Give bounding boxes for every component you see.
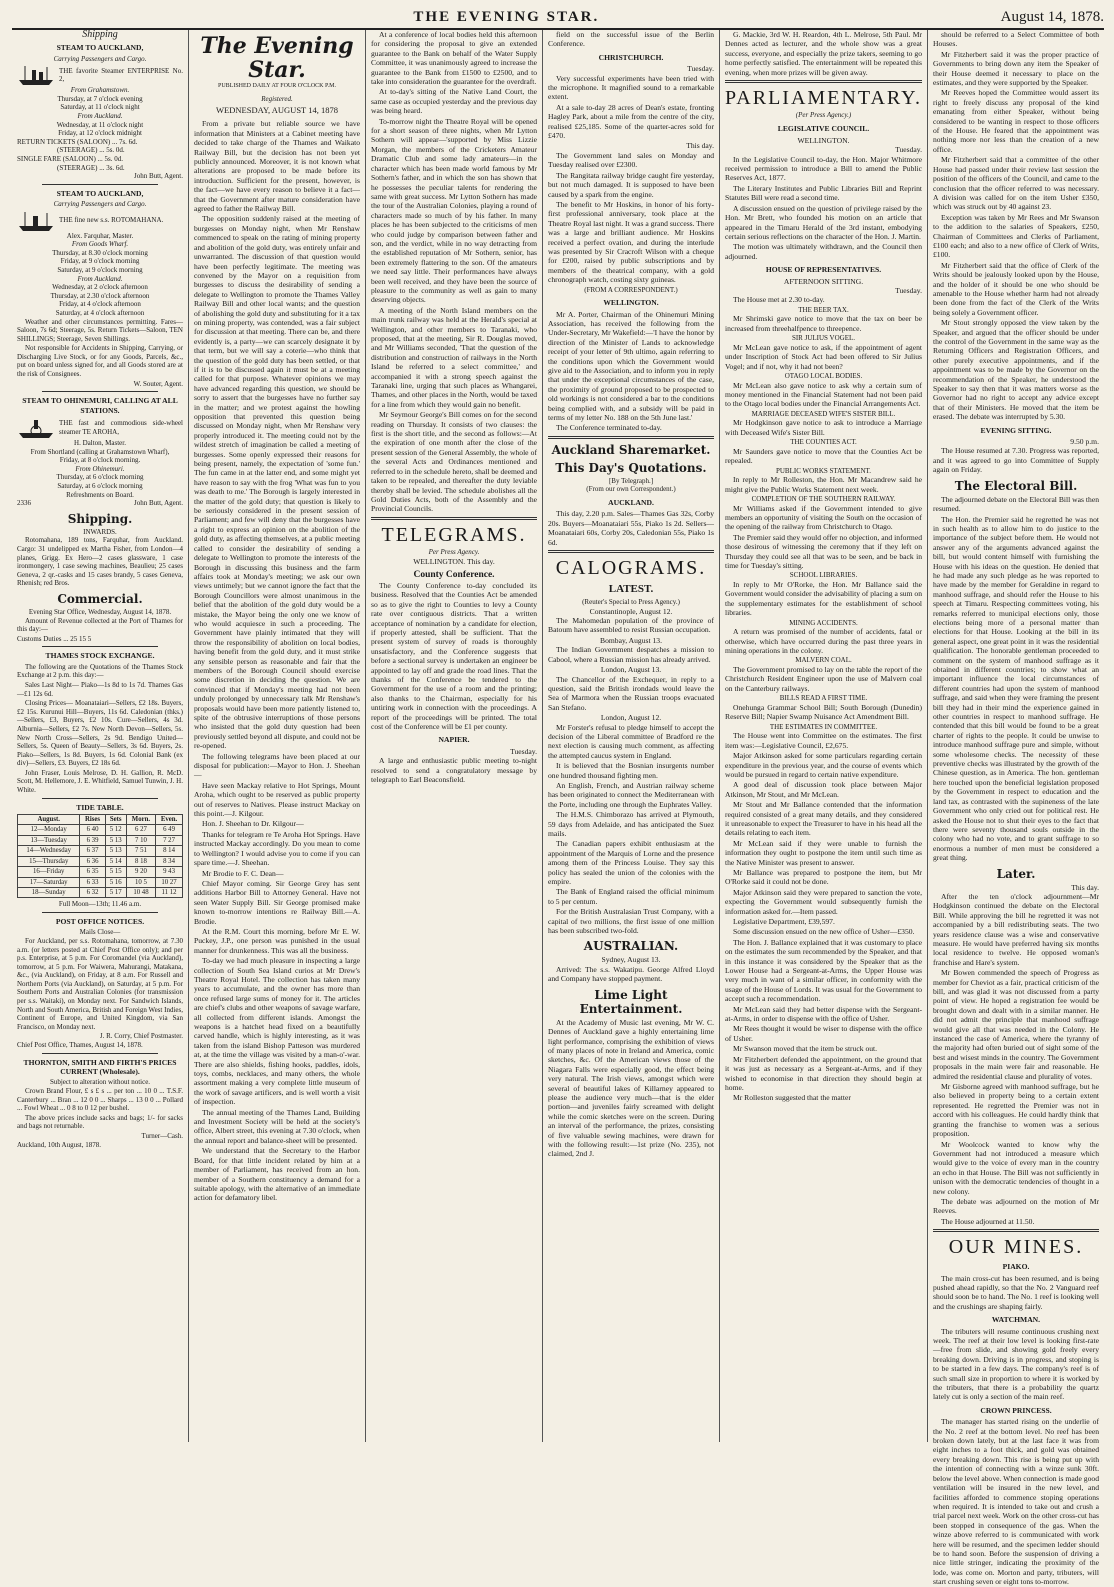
agent-line: W. Souter, Agent.: [133, 379, 183, 388]
schedule-from: From Grahamstown.: [70, 86, 130, 95]
news-paragraph: The motion was ultimately withdrawn, and the Council then adjourned.: [725, 242, 922, 261]
news-paragraph: Mr Fitzherbert said it was the proper practice of Governments to bring down any item the Speaker of their House deemed it necessary to place on the estimates, and they were supported by the Speaker.: [933, 49, 1099, 88]
tide-cell: 5 13: [105, 846, 126, 856]
brokers-list: John Fraser, Louis Melrose, D. H. Gallion, R. McD. Scott, M. Hellemore, J. E. Whitfield, Samuel Tunwin, J. H. White.: [17, 768, 183, 795]
commercial-text: Amount of Revenue collected at the Port of Thames for this day:—: [17, 616, 183, 634]
divider: [42, 912, 158, 913]
news-paragraph: The Mahomedan population of the province of Batoum have assembled to resist Russian occupation.: [548, 616, 714, 635]
mine-heading: CROWN PRINCESS.: [980, 1405, 1052, 1415]
inwards-text: Rotomahana, 189 tons, Farquhar, from Auckland. Cargo: 31 undelipped ex Martha Fisher, from London—4 planes, Grigg. Ex Hero—2 cases glassware, 1 case ironmongery, 1 case sewing machines, Beaulieu; 25 cases Geneva, 2 qr.-casks and 15 cases brandy, 5 cases Geneva, Rhenish; red Bros.: [17, 536, 183, 588]
schedule-line: Saturday, at 9 o'clock morning: [57, 265, 143, 274]
news-paragraph: At to-day's sitting of the Native Land Court, the same case as occupied yesterday and the previous day was being heard.: [371, 87, 537, 116]
tide-row: [18, 825, 183, 835]
editorial-paragraph: To-day we had much pleasure in inspecting a large collection of South Sea Island curios at Mr Drew's Theatre Royal Hotel. The collection has taken many years to accumulate, and the owner has more than once refused large sums of money for it. The articles are chief's clubs and other weapons of savage warfare, all collected from different islands. Amongst the weapons is a hatchet head fixed on a beautifully carved handle, which is highly interesting, as it was taken from the island Bishop Patteson was murdered at, at the time the village was visited by a man-o'-war. There are also shields, fishing hooks, paddles, idols, toys, combs, necklaces, and many others, the whole assortment making a very complete little museum of the work of savage artificers, and is well worth a visit of inspection.: [194, 956, 360, 1107]
news-paragraph: The House met at 2.30 to-day.: [733, 295, 825, 305]
prices-note: The above prices include sacks and bags; 1/- for sacks and bags not returnable.: [17, 1113, 183, 1131]
agent-line: John Butt, Agent.: [133, 499, 183, 508]
tide-cell: 6 32: [80, 887, 105, 897]
tide-table: [17, 814, 183, 898]
schedule-line: Thursday, at 8.30 o'clock morning: [52, 248, 148, 257]
news-paragraph: After the ten o'clock adjournment—Mr Hodgkinson continued the debate on the Electoral Bill. While approving the bill he regretted it was not accompanied by a bill redistributing seats. The two years residence clause was a wise and conservative measure. He would have preferred having six months local residence to twelve. He opposed woman's franchise and Hare's system.: [933, 891, 1099, 967]
news-paragraph: The main cross-cut has been resumed, and is being pushed ahead rapidly, so that the No. 2 Vanguard reef should soon be to hand. The No. 1 reef is looking well and the crushings are shaping fairly.: [933, 1273, 1099, 1311]
quotations-title: This Day's Quotations.: [555, 460, 707, 475]
news-paragraph: To-morrow night the Theatre Royal will be opened for a short season of three nights, when Mr Lytton Sothern will appear—'supported by Miss Lizzie Morgan, the members of the Cricketers Amateur Dramatic Club and some lady amateurs—in the character which has been made world famous by Mr Sothern's father, and in which the son has shown that he possesses the peculiar talents for rendering the same with great success. Mr Lytton Sothern has made the tour of the Australian Colonies, playing a round of characters made so much of by his father. In many places he has been subjected to the criticisms of men who could judge by comparison between father and son, and the verdict, while in no way detracting from the established reputation of Mr Sothern, senior, has been extremely flattering to the son. Of the amateurs we need say little. Their performances have always been well received, and they have been the source of pleasure to the community as well as gain to many deserving objects.: [371, 116, 537, 305]
county-conference-title: County Conference.: [413, 569, 495, 580]
divider: [933, 1229, 1099, 1232]
by-telegraph: [By Telegraph.]: [608, 476, 654, 485]
tide-cell: 6 49: [156, 825, 183, 835]
news-paragraph: Very successful experiments have been tried with the microphone. It magnified sound to a remarkable extent.: [548, 73, 714, 102]
tide-cell: 5 13: [105, 835, 126, 845]
steamer-block: [17, 64, 183, 86]
column-3: [366, 30, 543, 1442]
napier-heading: NAPIER.: [438, 735, 470, 745]
news-paragraph: The Indian Government despatches a mission to Cabool, where a Russian mission has already arrived.: [548, 645, 714, 664]
news-paragraph: The House went into Committee on the estimates. The first item was:—Legislative Council, £2,675.: [725, 731, 922, 750]
tide-cell: 6 27: [126, 825, 155, 835]
subhead: MINING ACCIDENTS.: [789, 618, 858, 627]
editorial-paragraph: Thanks for telegram re Te Aroha Hot Springs. Have instructed Mackay accordingly. Do you mean to come to Wellington? I would advise you to come if you can spare time.—J. Sheehan.: [194, 829, 360, 868]
tide-cell: 12—Monday: [18, 825, 80, 835]
news-paragraph: Mr Bowen commended the speech of Progress as member for Cheviot as a fair, practical criticism of the bill, and was glad it was not discussed from a party point of view. He hoped a registration fee would be brought down and dealt with in a similar manner. He did not admit the principle that manhood suffrage would give all that was needed in the Colony. He instanced the case of America, where the tyranny of the majority had often buried out of sight some of the best and wisest minds in the country. The Government proposals in the main were fair and reasonable. He admired the residential clause and plurality of votes.: [933, 968, 1099, 1081]
fare-line: (STEERAGE) ... 3s. 6d.: [57, 163, 125, 172]
editorial-paragraph: The following telegrams have been placed at our disposal for publication:—Mayor to Hon. J. Sheehan—: [194, 751, 360, 780]
column-4: [543, 30, 720, 1442]
news-paragraph: Legislative Department, £39,597.: [733, 917, 835, 926]
news-paragraph: Mr Woolcock wanted to know why the Government had not introduced a measure which would give to the voice of every man in the country an echo in that House. The Bill was not sufficiently in unison with the democratic tendencies of thought in a new colony.: [933, 1139, 1099, 1196]
divider: [42, 646, 158, 647]
editorial-paragraph: Hon. J. Sheehan to Dr. Kilgour—: [202, 819, 304, 829]
editorial-paragraph: Have seen Mackay relative to Hot Springs, Mount Aroha, which ought to be reserved as public property out of reserves to Natives. Please instruct Mackay on this point.—J. Kilgour.: [194, 780, 360, 819]
schedule-line: Saturday, at 6 o'clock morning: [57, 482, 143, 491]
news-paragraph: The Chancellor of the Exchequer, in reply to a question, said the British irondads would leave the Sea of Marmora when the Russian troops evacuated San Stefano.: [548, 674, 714, 712]
master-line: Alex. Farquhar, Master.: [66, 231, 134, 240]
steamship-icon: [17, 210, 55, 232]
divider: [42, 184, 158, 185]
divider: [548, 436, 714, 439]
page-header: [12, 6, 1104, 30]
tide-cell: 10 5: [126, 877, 155, 887]
schedule-line: Friday, at 9 o'clock morning: [60, 257, 140, 266]
schedule-from: From Auckland.: [77, 274, 123, 283]
australian-title: AUSTRALIAN.: [583, 939, 679, 954]
news-paragraph: Mr Reeves hoped the Committee would assert its right to freely discuss any proposal of the kind emanating from either Speaker, without being considered to be wanting in respect to those officers of the House. He feared that the appointment was nothing more nor less than the creation of a new office.: [933, 88, 1099, 154]
fare-line: RETURN TICKETS (SALOON) ... 7s. 6d.: [17, 137, 138, 146]
dateline: Tuesday.: [687, 64, 714, 74]
christchurch-heading: CHRISTCHURCH.: [598, 52, 664, 62]
commercial-title: Commercial.: [57, 591, 143, 606]
our-mines-title: OUR MINES.: [948, 1236, 1084, 1259]
prices-terms: Turner—Cash.: [141, 1132, 183, 1140]
news-paragraph: Mr Gisborne agreed with manhood suffrage, but he also believed in property being to a certain extent represented. He regretted the Premier was not in accord with his colleagues. He could hardly think that granting the franchise to women was a serious proposition.: [933, 1082, 1099, 1139]
sitting-title: EVENING SITTING.: [980, 425, 1052, 435]
news-paragraph: The Premier said they would offer no objection, and informed those desirous of witnessing the ceremony that if they left on Thursday they could see all that was to be seen, and be back in time for Tuesday's sitting.: [725, 532, 922, 571]
ad-number: 2336: [17, 499, 31, 508]
registered-line: Registered.: [261, 95, 293, 104]
dateline: WELLINGTON. This day.: [413, 557, 495, 567]
steam-auckland-subtitle: Carrying Passengers and Cargo.: [53, 200, 147, 209]
divider: [725, 80, 922, 83]
news-paragraph: Mr Swanson moved that the item be struck out.: [733, 1044, 878, 1054]
tide-cell: 10 27: [156, 877, 183, 887]
news-paragraph: Mr Seymour George's Bill comes on for the second reading on Thursday. It consists of two clauses: the first is the short title, and the second as follows:—At the expiration of one month after the close of the present session of the General Assembly, the whole of the several Acts and Ordinances mentioned and referred to in the schedule hereto, shall be deemed and taken to be repealed, and thereafter the duty leviable thereby shall be levied. The schedule abolishes all the Gold Duties Acts, both of the Assembly and the Provincial Councils.: [371, 410, 537, 514]
news-paragraph: Mr Williams asked if the Government intended to give members an opportunity of visiting the South on the occasion of the opening of the railway from Christchurch to Otago.: [725, 503, 922, 532]
sitting-title: AFTERNOON SITTING.: [783, 276, 864, 286]
news-paragraph: The House adjourned at 11.50.: [941, 1216, 1035, 1226]
divider: [42, 1053, 158, 1054]
prices-current-title: THORNTON, SMITH AND FIRTH'S PRICES CURRENT (Wholesale).: [23, 1057, 177, 1077]
editorial-paragraph: At the R.M. Court this morning, before Mr E. W. Puckey, J.P., one person was punished in the usual manner for drunkenness. This was all the business.: [194, 926, 360, 955]
news-paragraph: Mr McLean said if they were unable to furnish the information they ought to postpone the item until such time as the Native Minister was present to answer.: [725, 838, 922, 867]
divider: [42, 391, 158, 392]
tide-cell: 6 35: [80, 867, 105, 877]
news-paragraph: A large and enthusiastic public meeting to-night resolved to send a congratulatory message by telegraph to Earl Beaconsfield.: [371, 756, 537, 785]
news-paragraph: It is believed that the Bosnian insurgents number one hundred thousand fighting men.: [548, 761, 714, 780]
schedule-line: Wednesday, at 2 o'clock afternoon: [52, 283, 148, 292]
shipping-section-title: Shipping.: [67, 511, 133, 526]
news-paragraph: In reply to Mr Rolleston, the Hon. Mr Macandrew said he might give the Public Works Statement next week.: [725, 475, 922, 494]
news-paragraph: The House resumed at 7.30. Progress was reported, and it was agreed to go into Committee of Supply again on Friday.: [933, 446, 1099, 475]
latest-title: LATEST.: [608, 583, 654, 596]
schedule-line: Thursday, at 6 o'clock morning: [56, 473, 144, 482]
tide-cell: 5 16: [105, 877, 126, 887]
dateline: Bombay, August 13.: [600, 635, 662, 645]
mine-heading: PIAKO.: [1002, 1262, 1030, 1272]
news-paragraph: Mr A. Porter, Chairman of the Ohinemuri Mining Association, has received the following from the Under-Secretary, Mr Wakefield:—'I have the honor by direction of the Minister of Lands to acknowledge receipt of your letter of 9th ultimo, again referring to the conditions upon which the Government would give aid to the Association, and to inform you in reply that under the exceptional circumstances of the case, the proximity of ground proposed to be prospected to old workings is not considered a bar to the conditions being complied with, and a subsidy will be paid in terms of my letter No. 188 on the 5th June last.': [548, 309, 714, 423]
steam-auckland-title: STEAM TO AUCKLAND,: [56, 43, 144, 53]
news-paragraph: The Rangitata railway bridge caught fire yesterday, but not much damaged. It is supposed to have been caused by a spark from the engine.: [548, 170, 714, 199]
dateline: Tuesday.: [895, 145, 922, 155]
master-line: H. Dalton, Master.: [74, 439, 126, 448]
schedule-from: From Shortland (calling at Grahamstown Wharf),: [30, 447, 170, 456]
news-paragraph: Mr McLean said they had better dispense with the Sergeant-at-Arms, in order to dispense with the office of Usher.: [725, 1004, 922, 1024]
editorial-paragraph: From a private but reliable source we have information that Ministers at a Cabinet meeting have decided to take charge of the Thames and Waikato Railway Bill, but the decision has not been yet publicly announced. Moreover, it is not known what alterations are proposed to be made before its introduction. Sufficient for the present, however, is the fact—we have every reason to believe it a fact—that the Government after mature consideration have agreed to father the Railway Bill.: [194, 119, 360, 214]
telegrams-subtitle: Per Press Agency.: [428, 547, 480, 556]
news-paragraph: The H.M.S. Chimborazo has arrived at Plymouth, 59 days from Adelaide, and has anticipated the Suez mails.: [548, 810, 714, 838]
news-paragraph: At the Academy of Music last evening, Mr W. C. Dennes of Auckland gave a highly entertaining lime light performance, comprising the exhibition of views of many places of note in Ireland and America, comic sketches, &c. Of the American views those of the Niagara Falls were especially good, the effect being very natural. The Irish views, amongst which were several of beautiful lakes of Killarney appeared to please the audience very much—that is the elder portion—and juveniles fairly screamed with delight while the comic sketches were on the screen. During an interval of the performance, the prizes, consisting of five valuable sewing machines, were drawn for with the following result:—1st prize (No. 235), not claimed, 2nd J.: [548, 1017, 714, 1159]
tide-header-row: [18, 815, 183, 825]
news-paragraph: Exception was taken by Mr Rees and Mr Swanson to the addition to the salaries of Speakers, £250, Chairman of Committees and Clerks of Parliament, £100 each; and also to a new office of Clerk of Writs, £100.: [933, 212, 1099, 260]
tide-cell: 9 43: [156, 867, 183, 877]
shipping-heading: Shipping: [82, 29, 118, 40]
evening-star-logo: [194, 34, 360, 91]
schedule-line: Wednesday, at 11 o'clock night: [56, 120, 144, 129]
full-moon: Full Moon—13th; 11.46 a.m.: [58, 900, 142, 909]
post-office-date: Chief Post Office, Thames, August 14, 1878.: [17, 1041, 143, 1050]
editorial-paragraph: The opposition suddenly raised at the meeting of burgesses on Monday night, when Mr Renshaw commenced to speak on the rating of mining property and abolition of the gold duty, was entirely unfair and unwarranted. The discussion of that question would have been perfectly legitimate. The meeting was convened by the Mayor on a requisition from burgesses to discuss the desirability of sending a delegate to Wellington to promote the Thames Valley Railway Bill and other local wants; and the question of abolishing the gold duty and substituting for it a tax on mining property, was contended, was a fair subject for discussion at that meeting. There can be, and there evidently is, a party—we can scarcely designate it by that term, but we will say a coterie—who think that the question of the gold duty has been settled, or that if it is to be discussed again it must be at a meeting called for that purpose. Whatever opinions we may have advanced regarding this question, we should be sorry to assert that the burgesses have no further say in the matter; and we protest against the howling opposition that prevented this question being discussed on Monday night, when Mr Renshaw very properly introduced it. The meeting could not by the wildest stretch of imagination be called a meeting of burgesses. Some openly expressed their reasons for being present, namely, the expectation of 'some fun.' The fun came in at the latter end, and some might yet have reason to say with the frog 'What was fun to you was death to me.' The Borough is largely interested in the matter of the gold duty; that question is likely to be seriously considered in the present session of Parliament; and few will deny that the burgesses have a right to express an opinion on the abolition of the gold duty, as affecting themselves, at a public meeting called to consider the desirability of sending a delegate to Wellington to promote the interests of the Borough in discussing this business and the farm affairs took at Monday's meeting; we ask our own views untimely; but we cannot ignore the fact that the Borough Councillors were almost unanimous in the belief that the abolition of the gold duty would be a mistake, the Mayor being the only one we know of who would acquiesce in such a proceeding. The Government have plainly intimated that they will throw the responsibility of abolition on local bodies, having benefit from the gold duty, and it must strike any sensible person as reasonable and fair that the members of the Borough Council should exercise some discretion in deciding the question. We are convinced that if Monday's meeting had not been unduly prolonged by unnecessary talk Mr Renshaw's proposals would have been more patiently listened to, spite of the obtrusive interruptions of those persons who insisted that the gold duty question had been previously settled beyond all dispute, and could not be re-opened.: [194, 214, 360, 751]
tide-cell: 6 33: [80, 877, 105, 887]
house-title: HOUSE OF REPRESENTATIVES.: [765, 265, 882, 275]
tide-column-header: Sets: [105, 815, 126, 825]
auckland-heading: AUCKLAND.: [608, 498, 654, 508]
news-paragraph: In reply to Mr O'Rorke, the Hon. Mr Ballance said the Government would consider the advisability of placing a sum on the supplementary estimates for the establishment of school libraries.: [725, 580, 922, 618]
tide-column-header: Morn.: [126, 815, 155, 825]
tide-cell: 5 17: [105, 887, 126, 897]
schedule-line: Thursday, at 7 o'clock evening: [57, 94, 143, 103]
tide-cell: 17—Saturday: [18, 877, 80, 887]
editorial-paragraph: Mr Brodie to F. C. Dean—: [202, 868, 284, 878]
news-paragraph: This day, 2.20 p.m. Sales—Thames Gas 32s, Corby 20s. Buyers—Moanataiari 55s, Piako 1s 2d. Sellers—Moanataiari 60s, Corby 20s, Caledonian 55s, Piako 1s 6d.: [548, 509, 714, 547]
customs-line: Customs Duties ... 25 15 5: [17, 634, 92, 643]
news-paragraph: Mr McLean also gave notice to ask why a certain sum of money mentioned in the Financial Statement had not been paid to the Otago local bodies under the Financial Arrangements Act.: [725, 380, 922, 409]
later-title: Later.: [996, 866, 1036, 881]
tide-cell: 10 48: [126, 887, 155, 897]
dateline: This day.: [1071, 882, 1099, 892]
news-paragraph: A discussion ensued on the question of privilege raised by the Hon. Mr Brett, who founded his motion on an article that appeared in the Timaru Herald of the 3rd instant, embodying certain serious reflections on the character of the Hon. J. Martin.: [725, 203, 922, 241]
limelight-title: Lime Light Entertainment.: [579, 987, 683, 1016]
telegrams-title: TELEGRAMS.: [381, 523, 527, 546]
dateline: Tuesday.: [510, 746, 537, 756]
news-paragraph: Mr Forster's refusal to pledge himself to accept the decision of the Liberal committee of Bradford re the next election is causing much comment, as affecting the attempted caucus system in England.: [548, 722, 714, 760]
news-paragraph: Onehunga Grammar School Bill; South Borough (Dunedin) Reserve Bill; Napier Swamp Nuisance Act Amendment Bill.: [725, 702, 922, 722]
paper-date: August 14, 1878.: [1000, 9, 1104, 25]
news-paragraph: The manager has started rising on the underlie of the No. 2 reef at the bottom level. No reef has been broken down lately, but at the last face it was from eight inches to a foot thick, and gold was obtained every breaking down. This rise is being put up with the intention of connecting with a winze sunk 30ft. below the level above. When connection is made good ventilation will be insured in the new level, and facilities afforded to commence stoping operations when required. It is intended to take out and crush a trial parcel next week. Work on the other cross-cut has been stopped in consequence of the gas. When the winze above referred to is communicated with work here will be resumed, and the specimen ledder should be to hand soon. Before the suspension of driving a nice little stringer, indicating the proximity of the lode, was come on. Morton and party, tributers, will start crushing seven or eight tons to-morrow.: [933, 1417, 1099, 1587]
editorial-dateline: WEDNESDAY, AUGUST 14, 1878: [216, 105, 338, 115]
news-paragraph: Some discussion ensued on the new office of Usher—£350.: [733, 927, 915, 937]
editorial-paragraph: We understand that the Secretary to the Harbor Board, for that little incident related by him at a member of Parliament, has received from an hon. member of a Southern constituency a demand for a suitable apology, with the alternative of an immediate action for defamatory libel.: [194, 1146, 360, 1203]
tide-column-header: Even.: [156, 815, 183, 825]
sharemarket-title: Auckland Sharemarket.: [551, 442, 711, 457]
subhead: THE ESTIMATES IN COMMITTEE.: [769, 722, 878, 731]
schedule-from: From Auckland.: [77, 112, 123, 120]
news-paragraph: At a sale to-day 28 acres of Dean's estate, fronting Hagley Park, about a mile from the centre of the city, realised £25,185. Some of the quarter-acres sold for £470.: [548, 102, 714, 141]
schedule-from: From Goods Wharf.: [71, 240, 129, 249]
news-paragraph: An English, French, and Austrian railway scheme has been originated to connect the Mediterranean with the Porte, including one through the Euphrates Valley.: [548, 780, 714, 809]
schedule-line: Saturday, at 11 o'clock night: [60, 103, 140, 112]
divider: [548, 550, 714, 553]
steamer-name: THE favorite Steamer ENTERPRISE No. 2,: [59, 66, 183, 84]
steamship-icon: [17, 64, 55, 86]
news-paragraph: A return was promised of the number of accidents, fatal or otherwise, which have occurred during the past three years in mining operations in the colony.: [725, 627, 922, 656]
steam-auckland-subtitle: Carrying Passengers and Cargo.: [53, 54, 147, 63]
tide-cell: 6 39: [80, 835, 105, 845]
wellington-heading: WELLINGTON.: [603, 298, 659, 308]
steamer-name: THE fine new s.s. ROTOMAHANA.: [59, 216, 164, 225]
news-paragraph: The Hon. the Premier said he regretted he was not in such health as to allow him to do justice to the importance of the subject before them. He would not answer any of the arguments advanced against the bill, but would content himself with furnishing the House with his ideas on the question. He denied that he had made any such pledge as he was reported to have made by the member for Geraldine in regard to manhood suffrage, and should refer the House to his speech at Timaru. Respecting committees voting, his remarks referred to municipal elections only, those elections being more of a personal matter than elections for that House. Looking at the bill in its general aspect, one great point in it was the residential qualification. The honorable gentleman proceeded to comment on the system of manhood suffrage as it obtained in different countries; to show what an important influence the local circumstances of different countries had upon the system of manhood suffrage, and said when they were framing the present bill they had in their mind the experience gained in other countries in respect to manhood suffrage. He contended that this bill would be found to be a great charter of rights to the people. It could be unwise to introduce manhood suffrage pure and simple, without some wholesome checks. The necessity of these preventive checks was illustrated by the growth of the Chinese question, as in America. The hon. gentleman here touched upon the beneficial legislation proposed by the Government in respect to education and the land tax, as contrasted with the supineness of the late Government who only cried out for political rest. He asked the House not to shut their eyes to the fact that there were seventy thousand souls outside in the colony who had no vote, and to grant suffrage to so enormous a number of men must be considered a great thing.: [933, 514, 1099, 863]
mine-heading: WATCHMAN.: [991, 1315, 1041, 1325]
subhead: THE BEER TAX.: [798, 305, 849, 314]
column-2: [189, 30, 366, 1442]
tide-cell: 7 27: [156, 835, 183, 845]
news-paragraph: The Hon. J. Ballance explained that it was customary to place on the estimates the sum recommended by the Speaker, and that in this instance it was considered by the Speaker that as the Lower House had a Sergeant-at-Arms, the Upper House was very much in want of a similar officer, in conformity with the usage of the House of Lords. It was usual for the Government to accept such a recommendation.: [725, 937, 922, 1004]
steamer-block: [17, 210, 183, 232]
tide-cell: 7 10: [126, 835, 155, 845]
subhead: COMPLETION OF THE SOUTHERN RAILWAY.: [751, 495, 896, 503]
dateline: Sydney, August 13.: [601, 955, 661, 965]
tide-cell: 8 14: [156, 846, 183, 856]
subhead: MALVERN COAL.: [795, 656, 852, 665]
editorial-paragraph: The annual meeting of the Thames Land, Building and Investment Society will be held at the society's office, Albert street, this evening at 7.30 o'clock, when the annual report and balance-sheet will be presented.: [194, 1107, 360, 1145]
schedule-line: Friday, at 12 o'clock midnight: [58, 129, 142, 138]
correspondent-line: (FROM A CORRESPONDENT.): [584, 285, 678, 294]
dateline: This day.: [686, 141, 714, 151]
tide-row: [18, 856, 183, 866]
logo-subtitle: PUBLISHED DAILY AT FOUR O'CLOCK P.M.: [218, 83, 336, 89]
ohinemuri-title: STEAM TO OHINEMURI, CALLING AT ALL STATIONS.: [22, 396, 178, 415]
dateline: Constantinople, August 12.: [589, 606, 673, 616]
tide-cell: 7 51: [126, 846, 155, 856]
tide-cell: 8 34: [156, 856, 183, 866]
news-paragraph: Mr Saunders gave notice to move that the Counties Act be repealed.: [725, 446, 922, 466]
fares-note: Weather and other circumstances permitting. Fares—Saloon, 7s 6d; Steerage, 5s. Return Tickets—Saloon, TEN SHILLINGS; Steerage, Seven Shillings.: [17, 317, 183, 343]
own-correspondent: (From our own Correspondent.): [586, 485, 676, 494]
news-paragraph: A meeting of the North Island members on the main trunk railway was held at the Herald's special at Wellington, and other members to Taranaki, who proposed, that at the meeting, Sir R. Douglas moved, and Mr Williams seconded, 'That the question of the distribution and construction of railways in the North Island be referred to a select committee,' and accompanied it with a strong speech against the Taranaki line, urging that such places as Whangarei, Thames, and other places in the North, would be taxed for a line from which they would gain no benefit.: [371, 305, 537, 409]
news-paragraph: Mr Rolleston suggested that the matter: [733, 1093, 851, 1103]
schedule-line: Saturday, at 4 o'clock afternoon: [55, 308, 145, 317]
divider: [371, 517, 537, 520]
subhead: MARRIAGE DECEASED WIFE'S SISTER BILL.: [751, 409, 896, 418]
prices-subtitle: Subject to alteration without notice.: [49, 1078, 151, 1087]
news-paragraph: Mr Stout and Mr Ballance contended that the information required consisted of a great many details, and they considered it unreasonable to expect the Treasurer to have in his head all the details relating to each item.: [725, 800, 922, 838]
schedule-line: Friday, at 8 o'clock morning.: [59, 456, 141, 465]
postmaster: J. R. Corry, Chief Postmaster.: [99, 1032, 183, 1041]
sales-last-night: Sales Last Night— Piako—1s 8d to 1s 7d. Thames Gas—£1 12s 6d.: [17, 680, 183, 698]
news-paragraph: The adjourned debate on the Electoral Bill was then resumed.: [933, 494, 1099, 514]
news-paragraph: The benefit to Mr Hoskins, in honor of his forty-first professional anniversary, took place at the Theatre Royal last night. It was a grand success. There was a large and brilliant audience. Mr Hoskins received a perfect ovation, and during the interlude was presented by Sir Cracroft Wilson with a cheque for £200, raised by public subscriptions and by members of the theatrical company, with a gold chronograph watch, costing sixty guineas.: [548, 199, 714, 285]
news-paragraph: Mr Ballance was prepared to postpone the item, but Mr O'Rorke said it could not be done.: [725, 867, 922, 887]
tide-cell: 15—Thursday: [18, 856, 80, 866]
post-office-text: For Auckland, per s.s. Rotomahana, tomorrow, at 7.30 a.m. (or letters posted at Chief Post Office only); and per p.s. Enterprise, at 5 p.m. For Coromandel (via Auckland), tomorrow, at 5 p.m. For Waiwera, Mahurangi, Matakana, &c., (via Auckland), on Friday, at 8 a.m. For Russell and Northern Ports (via Auckland), on Saturday, at 5 p.m. For Southern Ports and Australian Colonies (for transmission per s.s. Waitaki), on Monday next. For Sandwich Islands, North and South America, British and Foreign West Indies, Continent of Europe, and United Kingdom, via San Francisco, on Monday next.: [17, 936, 183, 1031]
news-paragraph: Mr Hodgkinson gave notice to ask to introduce a Marriage with Deceased Wife's Sister Bill.: [725, 418, 922, 437]
news-paragraph: Major Atkinson asked for some particulars regarding certain expenditure in the previous year, and the course of events which would be pursued in regard to certain native expenditure.: [725, 751, 922, 779]
calograms-title: CALOGRAMS.: [555, 557, 707, 580]
subhead: SCHOOL LIBRARIES.: [789, 571, 858, 580]
dateline: London, August 13.: [600, 665, 662, 675]
news-paragraph: Mr Fitzherbert said that the office of Clerk of the Writs should be jealously looked upon by the House, and the holder of it should be one who should be amenable to the House whether harm had not already been done from the fact of the Clerk of the Writs being solely a Government officer.: [933, 260, 1099, 317]
news-paragraph: field on the successful issue of the Berlin Conference.: [548, 30, 714, 49]
tide-cell: 5 14: [105, 856, 126, 866]
parliamentary-title: PARLIAMENTARY.: [725, 87, 922, 110]
dateline: 9.50 p.m.: [1070, 437, 1099, 447]
tide-column-header: August.: [18, 815, 80, 825]
news-paragraph: At a conference of local bodies held this afternoon for considering the proposal to give an extended guarantee to the Bank on behalf of the Water Supply Committee, it was unanimously agreed to increase the guarantee to the Bank from £1500 to £2500, and to take into consideration the guarantee for the overdraft.: [371, 30, 537, 87]
news-paragraph: The County Conference to-day concluded its business. Resolved that the Counties Act be amended so as to give the right to Counties to levy a County rate over contiguous districts. That a written acceptance of nomination by a candidate for election, if properly attested, shall be sufficient. That the present system of survey of roads is thoroughly unsatisfactory, and the Conference suggests that before a sectional survey is undertaken an engineer be appointed to lay off and grade the road lines. That the thanks of the Conference be tendered to the Government for the use of a room and the printing; also thanks to the Chairman, especially for his untiring work in connection with the proceedings. A report of the proceedings will be printed. The total cost of the Conference will be £1 per county.: [371, 580, 537, 732]
steam-auckland-title: STEAM TO AUCKLAND,: [56, 188, 144, 198]
subhead: SIR JULIUS VOGEL.: [791, 334, 856, 343]
divider: [42, 798, 158, 799]
tide-row: [18, 887, 183, 897]
tide-cell: 14—Wednesday: [18, 846, 80, 856]
tide-body: [18, 825, 183, 898]
news-paragraph: Mr Fitzherbert said that a committee of the other House had passed under their review last session the position of the officers of the Council, and came to the conclusion that the officer referred to was necessary. A division was called for on the item Usher £350, which was struck out by 40 against 23.: [933, 155, 1099, 212]
news-paragraph: A good deal of discussion took place between Major Atkinson, Mr Stout, and Mr McLean.: [725, 780, 922, 799]
news-paragraph: The Government promised to lay on the table the report of the Christchurch Resident Engineer upon the use of Malvern coal on the Canterbury railways.: [725, 665, 922, 693]
electoral-bill-title: The Electoral Bill.: [954, 478, 1078, 493]
tide-row: [18, 867, 183, 877]
agent-row: [17, 499, 183, 508]
mails-close: Mails Close—: [79, 928, 121, 937]
tide-row: [18, 835, 183, 845]
commercial-dateline: Evening Star Office, Wednesday, August 14, 1878.: [28, 607, 172, 616]
exchange-text: The following are the Quotations of the Thames Stock Exchange at 2 p.m. this day:—: [17, 662, 183, 680]
tide-cell: 13—Tuesday: [18, 835, 80, 845]
refreshments-line: Refreshments on Board.: [66, 490, 134, 499]
tide-column-header: Rises: [80, 815, 105, 825]
news-paragraph: Mr Shrimski gave notice to move that the tax on beer be increased from threehalfpence to threepence.: [725, 314, 922, 333]
fare-line: (STEERAGE) ... 5s. 0d.: [57, 146, 125, 155]
prices-text: Crown Brand Flour, £ s £ s ... per ton ... 10 0 ... T.S.F. Canterbury ... Bran ... 12 0 0 ... Sharps ... 13 0 0 ... Pollard ... Fowl Wheat ... 0 8 to 0 12 per bushel.: [17, 1087, 183, 1113]
tide-cell: 11 12: [156, 887, 183, 897]
tide-cell: 18—Sunday: [18, 887, 80, 897]
per-press: (Per Press Agency.): [795, 111, 852, 120]
dateline: WELLINGTON.: [797, 135, 850, 145]
news-paragraph: The Conference terminated to-day.: [556, 423, 662, 433]
subhead: THE COUNTIES ACT.: [790, 438, 857, 447]
fare-line: SINGLE FARE (SALOON) ... 5s. 0d.: [17, 154, 124, 163]
tide-cell: 9 20: [126, 867, 155, 877]
reuter-line: (Reuter's Special to Press Agency.): [582, 598, 680, 607]
news-paragraph: The debate was adjourned on the motion of Mr Reeves.: [933, 1196, 1099, 1216]
closing-prices: Closing Prices— Moanataiari—Sellers, £2 18s. Buyers, £2 15s. Kurunui Hill—Buyers, 11s 6d. Caledonian (thks.)—Sellers, £3, Buyers, £2 10s. Cure—Sellers, 4s 3d. Alburnia—Sellers, £2 7s. New North Devon—Sellers, 5s. New North Cross—Sellers, 2s 9d. Bendigo United—Sellers, 5s. Queen of Beauty—Sellers, 3s 6d. Buyers, 2s. Piako—Sellers, 1s 8d. Buyers, 1s 6d. Colonial Bank (ex div)—Sellers, £3. Buyers, £2 18s 6d.: [17, 699, 183, 768]
news-paragraph: In the Legislative Council to-day, the Hon. Major Whitmore received permission to introduce a Bill to amend the Public Reserves Act, 1877.: [725, 154, 922, 183]
news-paragraph: Mr Rees thought it would be wiser to dispense with the office of Usher.: [725, 1024, 922, 1043]
news-paragraph: Mr Fitzherbert defended the appointment, on the ground that it was just as necessary as a Sergeant-at-Arms, and if they wished to economise in that direction they should begin at home.: [725, 1054, 922, 1092]
news-paragraph: The Literary Institutes and Public Libraries Bill and Reprint Statutes Bill were read a second time.: [725, 183, 922, 203]
tide-cell: 6 36: [80, 856, 105, 866]
tide-cell: 6 37: [80, 846, 105, 856]
paper-title: THE EVENING STAR.: [413, 9, 600, 25]
news-paragraph: The tributers will resume continuous crushing next week. The reef at their low level is looking first-rate—free from slide, and showing gold freely every breaking down. Driving is in progress, and stoping is to be started in a few days. The company's reef is of such small size in proportion to where it is worked by the tributers, that there is a probability the quartz lately cut is only a section of the main reef.: [933, 1326, 1099, 1402]
news-paragraph: For the British Australasian Trust Company, with a capital of two millions, the first issue of one million has been subscribed two-fold.: [548, 907, 714, 936]
tide-cell: 16—Friday: [18, 867, 80, 877]
news-paragraph: G. Mackie, 3rd W. H. Reardon, 4th L. Melrose, 5th Paul. Mr Dennes acted as lecturer, and the whole show was a great success, everyone, and especially the prize takers, seeming to go home perfectly satisfied. The entertainment will be repeated this evening, when more prizes will be given away.: [725, 30, 922, 77]
agent-line: John Butt, Agent.: [133, 172, 183, 181]
schedule-line: Thursday, at 2.30 o'clock afternoon: [50, 291, 150, 300]
news-paragraph: Arrived: The s.s. Wakatipu. George Alfred Lloyd and Company have stopped payment.: [548, 964, 714, 984]
steamer-name: THE fast and commodious side-wheel steamer TE AROHA,: [59, 419, 183, 437]
dateline: Tuesday.: [895, 285, 922, 295]
news-paragraph: Major Atkinson said they were prepared to sanction the vote, expecting the Government would subsequently furnish the information asked for.—Item passed.: [725, 887, 922, 916]
tide-row: [18, 877, 183, 887]
post-office-title: POST OFFICE NOTICES.: [55, 916, 145, 926]
exchange-title: THAMES STOCK EXCHANGE.: [45, 651, 155, 661]
news-paragraph: Mr Stout strongly opposed the view taken by the Speaker, and argued that the officer should be under the control of the Government in the same way as the Returning Officers and Registration Officers, and other purely executive appointments, and if the appointment was to be made by the Governor on the recommendation of the Speaker, he understood the Speaker to say then that it was matters worse as the Governor had no right to accept any advice except that of their Ministers. He moved that the item be erased. The debate was interrupted by 5.30.: [933, 318, 1099, 422]
inwards-heading: INWARDS.: [83, 527, 117, 536]
tide-title: TIDE TABLE.: [76, 802, 124, 812]
column-5: [720, 30, 928, 1442]
dateline: London, August 12.: [600, 713, 662, 723]
tide-cell: 6 40: [80, 825, 105, 835]
subhead: OTAGO LOCAL BODIES.: [784, 371, 863, 380]
tide-row: [18, 846, 183, 856]
columns: [12, 29, 1104, 1587]
schedule-from: From Ohinemuri.: [75, 464, 125, 473]
schedule-line: Friday, at 4 o'clock afternoon: [59, 300, 141, 309]
subhead: PUBLIC WORKS STATEMENT.: [775, 466, 872, 475]
column-1: [12, 30, 189, 1442]
legislative-title: LEGISLATIVE COUNCIL.: [777, 124, 870, 134]
news-paragraph: The Bank of England raised the official minimum to 5 per centum.: [548, 887, 714, 906]
tide-cell: 5 12: [105, 825, 126, 835]
liability-note: Not responsible for Accidents in Shipping, Carrying, or Discharging Live Stock, or for any Goods, Parcels, &c., put on board unless signed for, and all Goods stored are at the risk of Consignees.: [17, 344, 183, 379]
tide-cell: 5 15: [105, 867, 126, 877]
paddle-steamer-icon: [17, 417, 55, 439]
news-paragraph: Mr McLean gave notice to ask, if the appointment of agent under Inscription of Stock Act had been offered to Sir Julius Vogel; and if not, why it had not been?: [725, 342, 922, 371]
news-paragraph: The Canadian papers exhibit enthusiasm at the appointment of the Marquis of Lorne and the presence among them of the Princess Louise. They say this policy has sealed the union of the colonies with the empire.: [548, 839, 714, 887]
news-paragraph: should be referred to a Select Committee of both Houses.: [933, 30, 1099, 49]
steamer-block: [17, 417, 183, 439]
logo-title: The Evening Star.: [200, 33, 354, 83]
news-paragraph: The Government land sales on Monday and Tuesday realised over £2300.: [548, 150, 714, 170]
column-6: [928, 30, 1104, 1587]
prices-date: Auckland, 10th August, 1878.: [17, 1140, 101, 1149]
subhead: BILLS READ A FIRST TIME.: [779, 694, 868, 703]
editorial-paragraph: Chief Mayor coming. Sir George Grey has sent additions Harbor Bill to Attorney General. Have not seen Water Supply Bill. Sir George promised make known to-morrow intentions re Railway Bill.—A. Brodie.: [194, 878, 360, 926]
tide-cell: 8 18: [126, 856, 155, 866]
